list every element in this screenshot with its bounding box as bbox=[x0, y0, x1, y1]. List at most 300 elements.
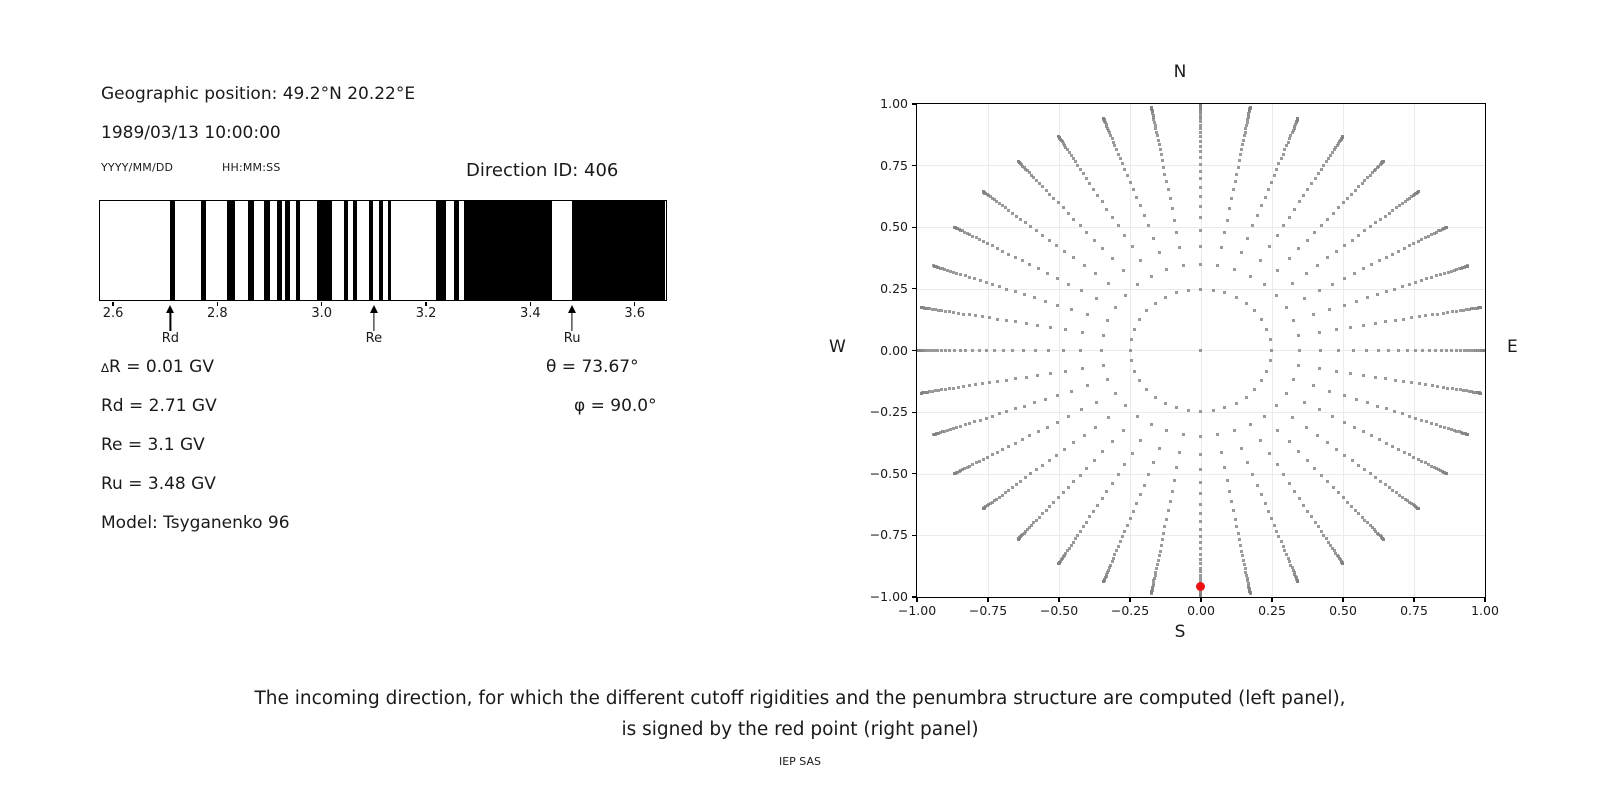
scatter-dot bbox=[1424, 314, 1427, 317]
scatter-dot bbox=[1466, 349, 1469, 352]
scatter-dot bbox=[1199, 567, 1202, 570]
scatter-dot bbox=[1011, 212, 1014, 215]
scatter-dot bbox=[1152, 461, 1155, 464]
scatter-dot bbox=[988, 381, 991, 384]
penumbra-bar bbox=[353, 201, 357, 300]
scatter-dot bbox=[1401, 285, 1404, 288]
scatter-dot bbox=[1384, 377, 1387, 380]
scatter-dot bbox=[1216, 433, 1219, 436]
scatter-dot bbox=[1160, 153, 1163, 156]
scatter-dot bbox=[1025, 322, 1028, 325]
scatter-dot bbox=[1374, 221, 1377, 224]
scatter-dot bbox=[1108, 566, 1111, 569]
scatter-dot bbox=[1056, 277, 1059, 280]
scatter-dot bbox=[955, 426, 958, 429]
scatter-dot bbox=[1402, 318, 1405, 321]
scatter-dot bbox=[1199, 410, 1202, 413]
scatter-y-tick-label: 0.75 bbox=[880, 157, 908, 173]
scatter-dot bbox=[1158, 143, 1161, 146]
scatter-dot bbox=[1425, 277, 1428, 280]
scatter-dot bbox=[1335, 370, 1338, 373]
scatter-dot bbox=[1022, 349, 1025, 352]
rigidity-axis-tick bbox=[425, 302, 426, 306]
scatter-dot bbox=[1404, 200, 1407, 203]
scatter-dot bbox=[1032, 521, 1035, 524]
scatter-dot bbox=[1085, 467, 1088, 470]
scatter-dot bbox=[1132, 188, 1135, 191]
scatter-dot bbox=[1199, 195, 1202, 198]
scatter-dot bbox=[1391, 445, 1394, 448]
scatter-dot bbox=[955, 272, 958, 275]
scatter-dot bbox=[1161, 159, 1164, 162]
scatter-dot bbox=[1028, 434, 1031, 437]
scatter-dot bbox=[1159, 148, 1162, 151]
scatter-dot bbox=[1153, 577, 1156, 580]
scatter-dot bbox=[986, 456, 989, 459]
scatter-dot bbox=[1015, 215, 1018, 218]
scatter-dot bbox=[1111, 482, 1114, 485]
scatter-dot bbox=[1023, 293, 1026, 296]
scatter-dot bbox=[1113, 553, 1116, 556]
scatter-dot bbox=[1275, 530, 1278, 533]
scatter-dot bbox=[1232, 188, 1235, 191]
scatter-dot bbox=[1046, 426, 1049, 429]
scatter-dot bbox=[1322, 534, 1325, 537]
scatter-dot bbox=[1105, 490, 1108, 493]
scatter-dot bbox=[1101, 497, 1104, 500]
scatter-dot bbox=[1175, 406, 1178, 409]
scatter-dot bbox=[1038, 516, 1041, 519]
scatter-dot bbox=[1276, 463, 1279, 466]
scatter-dot bbox=[1126, 174, 1129, 177]
scatter-dot bbox=[1310, 182, 1313, 185]
scatter-dot bbox=[1369, 225, 1372, 228]
scatter-dot bbox=[1187, 289, 1190, 292]
scatter-dot bbox=[1366, 401, 1369, 404]
scatter-dot bbox=[973, 277, 976, 280]
scatter-y-tick-label: 0.25 bbox=[880, 280, 908, 296]
geographic-position-text: Geographic position: 49.2°N 20.22°E bbox=[101, 84, 416, 104]
scatter-dot bbox=[1332, 486, 1335, 489]
scatter-dot bbox=[1173, 479, 1176, 482]
scatter-dot bbox=[1063, 448, 1066, 451]
scatter-dot bbox=[1199, 288, 1202, 291]
scatter-dot bbox=[1455, 310, 1458, 313]
scatter-dot bbox=[1199, 349, 1202, 352]
scatter-dot bbox=[1402, 380, 1405, 383]
scatter-dot bbox=[1391, 209, 1394, 212]
scatter-dot bbox=[1431, 384, 1434, 387]
scatter-dot bbox=[1139, 204, 1142, 207]
scatter-dot bbox=[1199, 535, 1202, 538]
scatter-dot bbox=[1041, 464, 1044, 467]
scatter-dot bbox=[1212, 289, 1215, 292]
scatter-dot bbox=[1253, 388, 1256, 391]
scatter-dot bbox=[1121, 162, 1124, 165]
direction-id-title: Direction ID: 406 bbox=[466, 160, 619, 181]
scatter-dot bbox=[1436, 385, 1439, 388]
scatter-dot bbox=[1044, 300, 1047, 303]
scatter-dot bbox=[1282, 473, 1285, 476]
scatter-dot bbox=[1093, 459, 1096, 462]
scatter-dot bbox=[1331, 415, 1334, 418]
scatter-dot bbox=[1112, 557, 1115, 560]
delta-symbol: ∆ bbox=[101, 361, 110, 375]
penumbra-bar bbox=[454, 201, 460, 300]
scatter-dot bbox=[1275, 404, 1278, 407]
scatter-dot bbox=[1385, 442, 1388, 445]
scatter-dot bbox=[1343, 244, 1346, 247]
scatter-dot bbox=[1070, 308, 1073, 311]
rigidity-axis-tick bbox=[321, 302, 322, 306]
scatter-dot bbox=[1388, 486, 1391, 489]
scatter-dot bbox=[1260, 318, 1263, 321]
scatter-dot bbox=[1041, 185, 1044, 188]
scatter-dot bbox=[985, 417, 988, 420]
scatter-dot bbox=[1033, 296, 1036, 299]
rigidity-tick-label: 3.4 bbox=[520, 306, 541, 321]
penumbra-bar bbox=[248, 201, 254, 300]
cutoff-marker-label: Rd bbox=[161, 331, 180, 346]
scatter-dot bbox=[1265, 370, 1268, 373]
scatter-dot bbox=[1430, 465, 1433, 468]
scatter-dot bbox=[1440, 349, 1443, 352]
scatter-dot bbox=[1145, 309, 1148, 312]
phi-value: φ = 90.0° bbox=[574, 396, 657, 416]
scatter-dot bbox=[957, 386, 960, 389]
scatter-dot bbox=[1129, 349, 1132, 352]
scatter-dot bbox=[1285, 553, 1288, 556]
scatter-dot bbox=[1306, 510, 1309, 513]
scatter-dot bbox=[968, 422, 971, 425]
scatter-dot bbox=[1133, 328, 1136, 331]
scatter-dot bbox=[1285, 392, 1288, 395]
scatter-dot bbox=[1398, 494, 1401, 497]
scatter-dot bbox=[1374, 322, 1377, 325]
scatter-dot bbox=[1361, 182, 1364, 185]
scatter-dot bbox=[1418, 382, 1421, 385]
scatter-dot bbox=[1363, 468, 1366, 471]
scatter-dot bbox=[1288, 257, 1291, 260]
scatter-dot bbox=[1165, 429, 1168, 432]
scatter-dot bbox=[1320, 474, 1323, 477]
scatter-dot bbox=[1055, 454, 1058, 457]
scatter-dot bbox=[1305, 426, 1308, 429]
scatter-dot bbox=[1242, 559, 1245, 562]
scatter-dot bbox=[1199, 562, 1202, 565]
scatter-dot bbox=[1306, 459, 1309, 462]
scatter-dot bbox=[1036, 374, 1039, 377]
scatter-dot bbox=[1079, 349, 1082, 352]
scatter-dot bbox=[1111, 257, 1114, 260]
scatter-dot bbox=[1199, 541, 1202, 544]
scatter-dot bbox=[1033, 401, 1036, 404]
scatter-dot bbox=[1019, 218, 1022, 221]
scatter-dot bbox=[1199, 145, 1202, 148]
scatter-dot bbox=[1165, 268, 1168, 271]
caption-line-1: The incoming direction, for which the different cutoff rigidities and the penumbra structure are computed (left panel), bbox=[254, 688, 1346, 709]
scatter-dot bbox=[1199, 512, 1202, 515]
scatter-dot bbox=[1164, 296, 1167, 299]
scatter-dot bbox=[1063, 250, 1066, 253]
scatter-dot bbox=[996, 451, 999, 454]
scatter-dot bbox=[1259, 259, 1262, 262]
scatter-dot bbox=[1150, 275, 1153, 278]
penumbra-barcode-plot bbox=[99, 200, 667, 301]
scatter-dot bbox=[1011, 486, 1014, 489]
scatter-dot bbox=[1079, 168, 1082, 171]
scatter-dot bbox=[1459, 349, 1462, 352]
scatter-dot bbox=[1420, 419, 1423, 422]
scatter-dot bbox=[1435, 274, 1438, 277]
scatter-x-tick bbox=[1058, 598, 1059, 602]
scatter-dot bbox=[1139, 493, 1142, 496]
scatter-dot bbox=[1117, 153, 1120, 156]
scatter-dot bbox=[1277, 162, 1280, 165]
scatter-dot bbox=[1121, 535, 1124, 538]
scatter-dot bbox=[1199, 528, 1202, 531]
scatter-dot bbox=[1240, 550, 1243, 553]
scatter-dot bbox=[1161, 538, 1164, 541]
scatter-dot bbox=[1298, 200, 1301, 203]
scatter-dot bbox=[1370, 263, 1373, 266]
scatter-dot bbox=[1228, 490, 1231, 493]
scatter-plot-area bbox=[917, 104, 1485, 597]
scatter-dot bbox=[1316, 434, 1319, 437]
scatter-dot bbox=[1465, 308, 1468, 311]
scatter-dot bbox=[1351, 459, 1354, 462]
scatter-dot bbox=[1451, 387, 1454, 390]
scatter-dot bbox=[1167, 188, 1170, 191]
scatter-dot bbox=[1430, 233, 1433, 236]
scatter-dot bbox=[1378, 438, 1381, 441]
scatter-dot bbox=[1072, 441, 1075, 444]
scatter-dot bbox=[1313, 231, 1316, 234]
scatter-dot bbox=[1317, 172, 1320, 175]
scatter-dot bbox=[1249, 423, 1252, 426]
scatter-dot bbox=[1268, 452, 1271, 455]
scatter-dot bbox=[1318, 289, 1321, 292]
scatter-dot bbox=[1055, 244, 1058, 247]
scatter-dot bbox=[1240, 251, 1243, 254]
scatter-dot bbox=[948, 310, 951, 313]
scatter-dot bbox=[1385, 407, 1388, 410]
penumbra-bar bbox=[201, 201, 206, 300]
scatter-dot bbox=[1234, 518, 1237, 521]
scatter-dot bbox=[1023, 405, 1026, 408]
scatter-dot bbox=[957, 312, 960, 315]
scatter-dot bbox=[1362, 267, 1365, 270]
scatter-dot bbox=[1433, 232, 1436, 235]
scatter-dot bbox=[1157, 139, 1160, 142]
scatter-x-tick-label: −0.50 bbox=[1039, 603, 1079, 618]
scatter-dot bbox=[940, 309, 943, 312]
scatter-dot bbox=[1113, 144, 1116, 147]
scatter-dot bbox=[1199, 124, 1202, 127]
scatter-dot bbox=[1417, 240, 1420, 243]
scatter-dot bbox=[1259, 439, 1262, 442]
scatter-dot bbox=[1119, 540, 1122, 543]
scatter-dot bbox=[1420, 279, 1423, 282]
scatter-dot bbox=[1005, 410, 1008, 413]
scatter-dot bbox=[1397, 250, 1400, 253]
scatter-dot bbox=[1297, 364, 1300, 367]
scatter-dot bbox=[964, 349, 967, 352]
scatter-dot bbox=[1066, 549, 1069, 552]
rigidity-tick-label: 2.8 bbox=[207, 306, 228, 321]
scatter-x-tick-label: 0.75 bbox=[1400, 603, 1428, 618]
scatter-dot bbox=[1326, 218, 1329, 221]
scatter-dot bbox=[1362, 374, 1365, 377]
scatter-dot bbox=[1337, 206, 1340, 209]
scatter-dot bbox=[1277, 535, 1280, 538]
scatter-dot bbox=[1354, 189, 1357, 192]
scatter-dot bbox=[1287, 141, 1290, 144]
scatter-dot bbox=[1076, 534, 1079, 537]
scatter-dot bbox=[1117, 545, 1120, 548]
scatter-dot bbox=[1160, 544, 1163, 547]
scatter-dot bbox=[1081, 331, 1084, 334]
scatter-dot bbox=[991, 283, 994, 286]
scatter-dot bbox=[1465, 389, 1468, 392]
scatter-dot bbox=[1246, 461, 1249, 464]
scatter-x-tick bbox=[1271, 598, 1272, 602]
scatter-dot bbox=[1430, 276, 1433, 279]
scatter-dot bbox=[1143, 484, 1146, 487]
scatter-dot bbox=[996, 380, 999, 383]
scatter-dot bbox=[1002, 349, 1005, 352]
scatter-dot bbox=[1312, 313, 1315, 316]
scatter-dot bbox=[1199, 435, 1202, 438]
scatter-dot bbox=[1450, 270, 1453, 273]
scatter-dot bbox=[1199, 186, 1202, 189]
scatter-dot bbox=[1239, 153, 1242, 156]
scatter-dot bbox=[1282, 545, 1285, 548]
scatter-dot bbox=[982, 458, 985, 461]
cutoff-marker-arrow bbox=[373, 312, 374, 331]
scatter-dot bbox=[1430, 422, 1433, 425]
scatter-dot bbox=[1199, 163, 1202, 166]
scatter-dot bbox=[1081, 367, 1084, 370]
scatter-dot bbox=[1025, 376, 1028, 379]
scatter-dot bbox=[1241, 554, 1244, 557]
scatter-dot bbox=[1268, 245, 1271, 248]
scatter-dot bbox=[1182, 264, 1185, 267]
rigidity-axis-tick bbox=[634, 302, 635, 306]
scatter-dot bbox=[1199, 547, 1202, 550]
scatter-dot bbox=[1126, 524, 1129, 527]
scatter-dot bbox=[1298, 497, 1301, 500]
scatter-dot bbox=[1086, 384, 1089, 387]
scatter-dot bbox=[988, 316, 991, 319]
scatter-dot bbox=[1298, 349, 1301, 352]
scatter-dot bbox=[985, 281, 988, 284]
scatter-dot bbox=[1056, 394, 1059, 397]
scatter-dot bbox=[1232, 509, 1235, 512]
scatter-dot bbox=[1420, 460, 1423, 463]
scatter-dot bbox=[1269, 338, 1272, 341]
scatter-dot bbox=[1270, 517, 1273, 520]
scatter-dot bbox=[1343, 394, 1346, 397]
scatter-dot bbox=[1357, 512, 1360, 515]
rigidity-tick-label: 3.0 bbox=[311, 306, 333, 321]
scatter-dot bbox=[1085, 231, 1088, 234]
scatter-dot bbox=[1325, 160, 1328, 163]
theta-value: θ = 73.67° bbox=[546, 357, 639, 377]
scatter-dot bbox=[1102, 334, 1105, 337]
cutoff-marker-arrow bbox=[170, 312, 171, 331]
scatter-dot bbox=[1171, 490, 1174, 493]
scatter-dot bbox=[1199, 216, 1202, 219]
scatter-dot bbox=[1445, 349, 1448, 352]
scatter-dot bbox=[1355, 398, 1358, 401]
scatter-dot bbox=[1199, 131, 1202, 134]
scatter-dot bbox=[1395, 206, 1398, 209]
scatter-dot bbox=[1245, 574, 1248, 577]
cutoff-marker-arrowhead bbox=[568, 305, 576, 313]
scatter-dot bbox=[1288, 216, 1291, 219]
scatter-x-tick bbox=[987, 598, 988, 602]
scatter-dot bbox=[1057, 201, 1060, 204]
scatter-dot bbox=[1325, 537, 1328, 540]
scatter-dot bbox=[1064, 328, 1067, 331]
scatter-dot bbox=[1145, 388, 1148, 391]
scatter-dot bbox=[1424, 461, 1427, 464]
scatter-dot bbox=[1199, 492, 1202, 495]
scatter-dot bbox=[1199, 577, 1202, 580]
scatter-dot bbox=[1243, 563, 1246, 566]
scatter-dot bbox=[1283, 549, 1286, 552]
scatter-dot bbox=[1238, 538, 1241, 541]
scatter-dot bbox=[1123, 234, 1126, 237]
scatter-dot bbox=[1288, 440, 1291, 443]
scatter-dot bbox=[1067, 486, 1070, 489]
scatter-dot bbox=[1048, 459, 1051, 462]
scatter-dot bbox=[1107, 282, 1110, 285]
scatter-dot bbox=[1167, 509, 1170, 512]
scatter-dot bbox=[1354, 509, 1357, 512]
scatter-dot bbox=[971, 349, 974, 352]
scatter-dot bbox=[1291, 282, 1294, 285]
scatter-dot bbox=[979, 279, 982, 282]
scatter-dot bbox=[1312, 384, 1315, 387]
scatter-y-tick-label: 1.00 bbox=[880, 96, 908, 111]
scatter-dot bbox=[952, 311, 955, 314]
scatter-dot bbox=[991, 415, 994, 418]
scatter-dot bbox=[1037, 430, 1040, 433]
scatter-dot bbox=[1459, 388, 1462, 391]
scatter-dot bbox=[1136, 283, 1139, 286]
scatter-dot bbox=[1240, 447, 1243, 450]
scatter-dot bbox=[1130, 338, 1133, 341]
scatter-dot bbox=[1156, 134, 1159, 137]
scatter-dot bbox=[1123, 168, 1126, 171]
scatter-dot bbox=[1365, 349, 1368, 352]
scatter-dot bbox=[978, 238, 981, 241]
scatter-dot bbox=[1122, 429, 1125, 432]
scatter-dot bbox=[964, 274, 967, 277]
scatter-dot bbox=[1410, 316, 1413, 319]
scatter-dot bbox=[1388, 212, 1391, 215]
scatter-dot bbox=[1292, 378, 1295, 381]
scatter-dot bbox=[1391, 253, 1394, 256]
scatter-dot bbox=[1096, 504, 1099, 507]
scatter-dot bbox=[975, 461, 978, 464]
scatter-dot bbox=[1057, 496, 1060, 499]
scatter-dot bbox=[1428, 349, 1431, 352]
scatter-dot bbox=[1285, 144, 1288, 147]
scatter-dot bbox=[1199, 170, 1202, 173]
